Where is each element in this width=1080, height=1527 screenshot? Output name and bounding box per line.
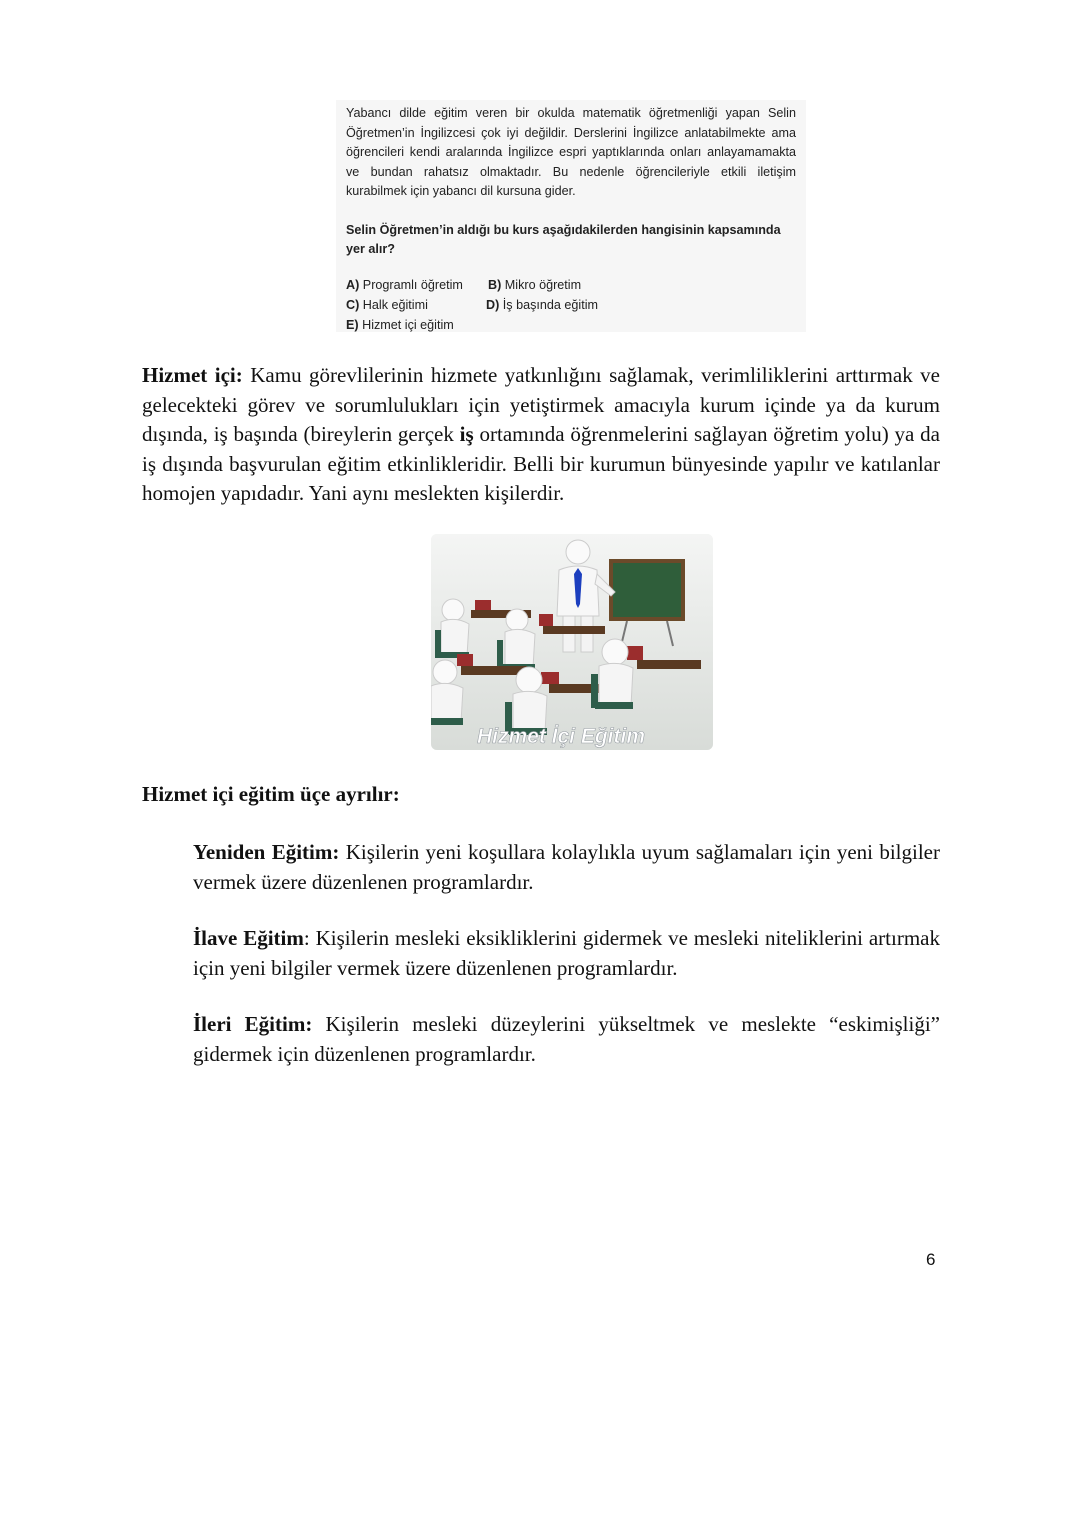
type-advanced-training: İleri Eğitim: Kişilerin mesleki düzeylerini yükseltmek ve meslekte “eskimişliği” gidermek için düzenlenen programlardır.	[193, 1012, 940, 1066]
exam-question-box	[336, 100, 806, 332]
page-number: 6	[926, 1250, 936, 1269]
definition-paragraph: Hizmet içi: Kamu görevlilerinin hizmete yatkınlığını sağlamak, verimliliklerini arttırmak ve gelecekteki görev ve sorumlulukları için yetiştirmek amacıyla kurum içinde ya da kurum dışında, iş başında (bireylerin gerçek iş ortamında öğrenmelerini sağlayan öğretim yolu) ya da iş dışında başvurulan eğitim etkinlikleridir. Belli bir kurumun bünyesinde yapılır ve katılanlar homojen yapıdadır. Yani aynı meslekten kişilerdir.	[142, 363, 940, 505]
in-service-training-illustration	[431, 534, 713, 750]
option-c: C) Halk eğitimi	[346, 297, 428, 312]
illustration-caption: Hizmet İçi Eğitim	[476, 725, 646, 748]
classroom-figures-image	[431, 534, 713, 750]
definition-term: Hizmet içi:	[142, 363, 243, 387]
answer-options	[346, 275, 796, 335]
option-b: B) Mikro öğretim	[488, 277, 582, 292]
section-heading: Hizmet içi eğitim üçe ayrılır:	[142, 782, 400, 806]
option-e: E) Hizmet içi eğitim	[346, 317, 454, 332]
option-d: D) İş başında eğitim	[486, 297, 599, 312]
type-retraining: Yeniden Eğitim: Kişilerin yeni koşullara kolaylıkla uyum sağlamaları için yeni bilgiler vermek üzere düzenlenen programlardır.	[193, 840, 940, 894]
question-stem: Yabancı dilde eğitim veren bir okulda matematik öğretmenliği yapan Selin Öğretmen’in İngilizcesi çok iyi değildir. Derslerini İngilizce anlatabilmekte ama öğrencileri kendi aralarında İngilizce espri yaptıklarında onları anlayamamakta ve bundan rahatsız olmaktadır. Bu nedenle öğrencileriyle etkili iletişim kurabilmek için yabancı dil kursuna gider.	[346, 106, 796, 198]
question-prompt: Selin Öğretmen’in aldığı bu kurs aşağıdakilerden hangisinin kapsamında yer alır?	[346, 222, 781, 256]
type-additional-training: İlave Eğitim: Kişilerin mesleki eksikliklerini gidermek ve mesleki niteliklerini artırmak için yeni bilgiler vermek üzere düzenlenen programlardır.	[193, 926, 940, 980]
option-a: A) Programlı öğretim	[346, 277, 463, 292]
